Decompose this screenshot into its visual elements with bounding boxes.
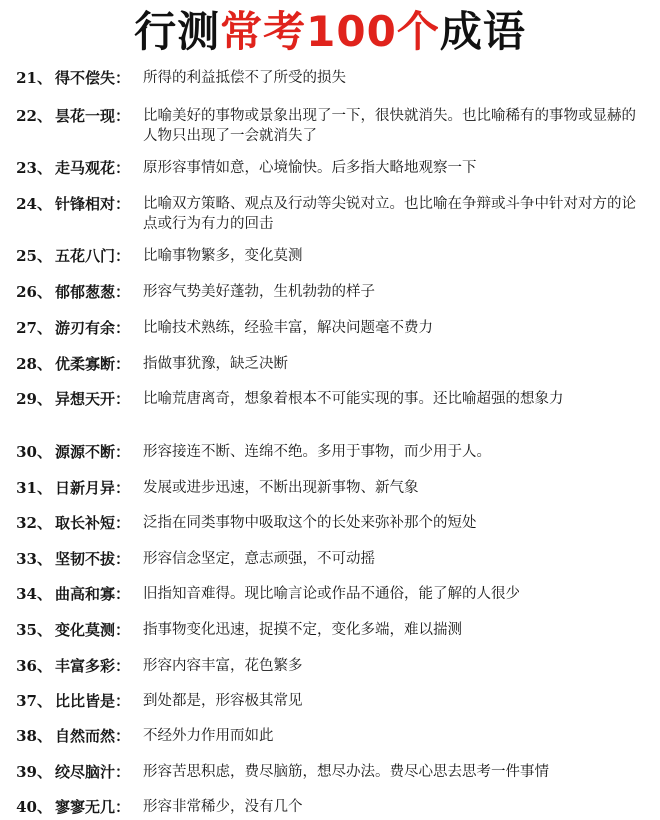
entry-term: 比比皆是：	[55, 692, 131, 710]
entry-definition: 泛指在同类事物中吸取这个的长处来弥补那个的短处	[143, 515, 477, 531]
entry-term: 日新月异：	[55, 479, 131, 497]
entry-definition: 指做事犹豫，缺乏决断	[143, 356, 288, 372]
entry-definition: 比喻荒唐离奇，想象着根本不可能实现的事。还比喻超强的想象力	[143, 391, 564, 407]
entry-number: 40、	[16, 798, 52, 816]
entry-number: 21、	[16, 69, 52, 87]
entry-definition: 比喻双方策略、观点及行动等尖锐对立。也比喻在争辩或斗争中针对对方的论点或行为有力的回击	[143, 196, 636, 232]
entry-term: 曲高和寡：	[55, 585, 131, 603]
entry-term: 自然而然：	[55, 727, 131, 745]
entry-number: 27、	[16, 319, 52, 337]
entry-number: 33、	[16, 550, 52, 568]
entry-number: 29、	[16, 390, 52, 408]
entry-number: 37、	[16, 692, 52, 710]
entry-definition: 所得的利益抵偿不了所受的损失	[143, 70, 346, 86]
entry-term: 五花八门：	[55, 247, 131, 265]
page-title	[0, 6, 660, 58]
entry-term: 游刃有余：	[55, 319, 131, 337]
entry-term: 走马观花：	[55, 159, 131, 177]
entry-number: 22、	[16, 107, 52, 125]
entry-definition: 到处都是，形容极其常见	[143, 693, 303, 709]
entry-term: 针锋相对：	[55, 195, 131, 213]
entry-definition: 比喻美好的事物或景象出现了一下，很快就消失。也比喻稀有的事物或显赫的人物只出现了一会就消失了	[143, 108, 636, 144]
title-suffix: 成语	[439, 7, 526, 56]
entry-definition: 发展或进步迅速，不断出现新事物、新气象	[143, 480, 419, 496]
entry-number: 38、	[16, 727, 52, 745]
entry-number: 30、	[16, 443, 52, 461]
entry-number: 25、	[16, 247, 52, 265]
entry-number: 31、	[16, 479, 52, 497]
entry-term: 变化莫测：	[55, 621, 131, 639]
entry-definition: 指事物变化迅速，捉摸不定，变化多端，难以揣测	[143, 622, 462, 638]
entry-number: 36、	[16, 657, 52, 675]
entry-number: 39、	[16, 763, 52, 781]
title-prefix: 行测	[134, 7, 221, 56]
entry-definition: 形容非常稀少，没有几个	[143, 799, 303, 815]
entry-term: 取长补短：	[55, 514, 131, 532]
entry-definition: 形容内容丰富，花色繁多	[143, 658, 303, 674]
entry-definition: 形容苦思积虑，费尽脑筋，想尽办法。费尽心思去思考一件事情	[143, 764, 549, 780]
entry-definition: 形容气势美好蓬勃，生机勃勃的样子	[143, 284, 375, 300]
entry-definition: 旧指知音难得。现比喻言论或作品不通俗，能了解的人很少	[143, 586, 520, 602]
entry-term: 昙花一现：	[55, 107, 131, 125]
entry-term: 得不偿失：	[55, 69, 131, 87]
entry-number: 26、	[16, 283, 52, 301]
entry-number: 35、	[16, 621, 52, 639]
entry-number: 34、	[16, 585, 52, 603]
entry-term: 优柔寡断：	[55, 355, 131, 373]
entry-term: 寥寥无几：	[55, 798, 131, 816]
entry-definition: 比喻事物繁多，变化莫测	[143, 248, 303, 264]
entry-definition: 形容信念坚定，意志顽强，不可动摇	[143, 551, 375, 567]
entry-term: 源源不断：	[55, 443, 131, 461]
entry-number: 23、	[16, 159, 52, 177]
entry-definition: 形容接连不断、连绵不绝。多用于事物，而少用于人。	[143, 444, 491, 460]
entry-definition: 原形容事情如意，心境愉快。后多指大略地观察一下	[143, 160, 477, 176]
entry-number: 32、	[16, 514, 52, 532]
entry-definition: 比喻技术熟练，经验丰富，解决问题毫不费力	[143, 320, 433, 336]
entry-number: 28、	[16, 355, 52, 373]
entry-term: 丰富多彩：	[55, 657, 131, 675]
entry-term: 坚韧不拔：	[55, 550, 131, 568]
entry-term: 异想天开：	[55, 390, 131, 408]
title-highlight: 常考100个	[220, 7, 440, 56]
entry-definition: 不经外力作用而如此	[143, 728, 274, 744]
entry-term: 绞尽脑汁：	[55, 763, 131, 781]
entry-number: 24、	[16, 195, 52, 213]
entry-term: 郁郁葱葱：	[55, 283, 131, 301]
